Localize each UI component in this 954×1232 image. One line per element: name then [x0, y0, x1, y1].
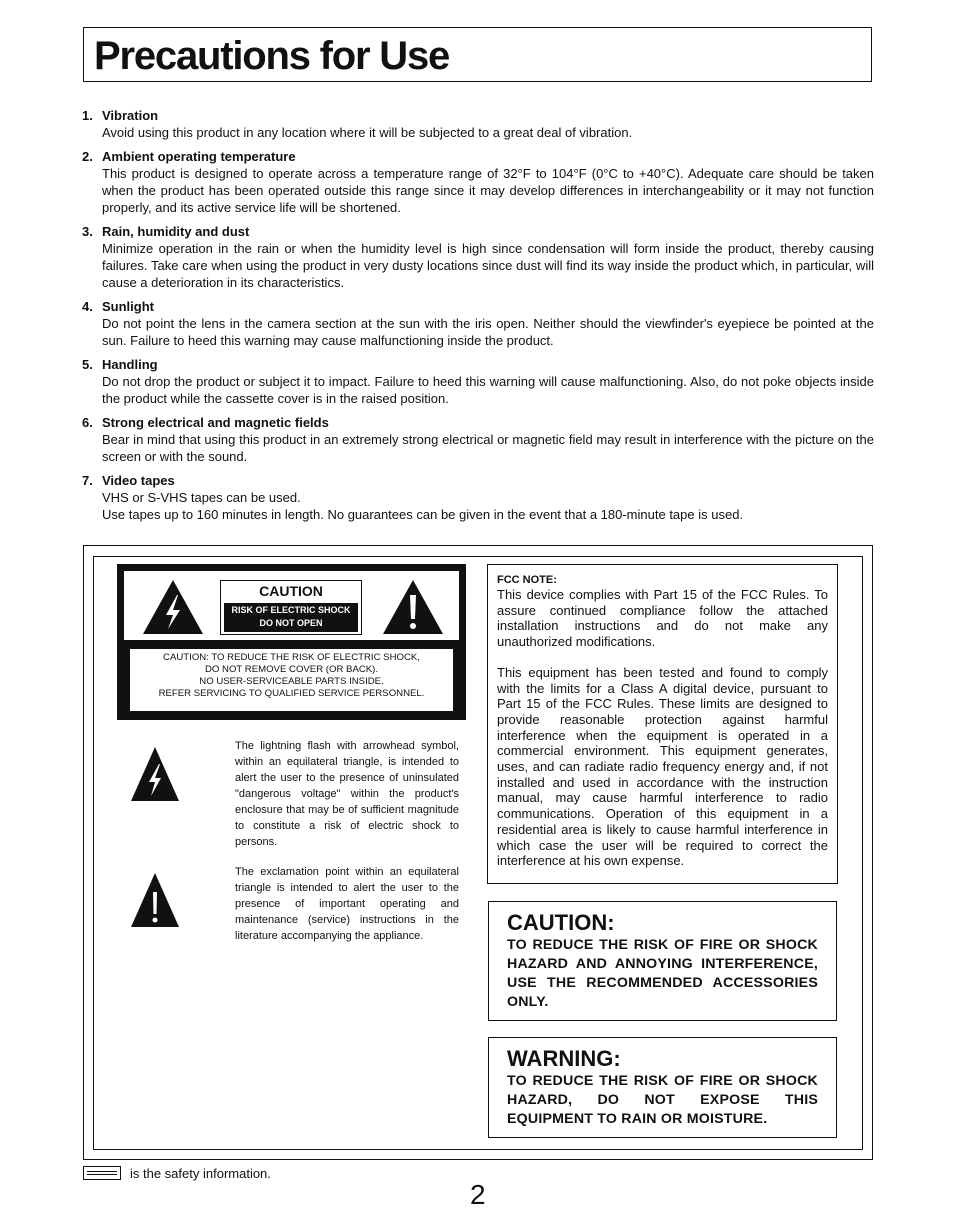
fcc-title: FCC NOTE:	[497, 574, 557, 586]
caution-label	[117, 564, 466, 720]
item-body: Do not point the lens in the camera section at the sun with the iris open. Neither should the viewfinder's eyepiece be pointed at the sun. Failure to heed this warning may cause malfunctioning inside the product.	[102, 316, 874, 348]
caution-text: TO REDUCE THE RISK OF FIRE OR SHOCK HAZARD AND ANNOYING INTERFERENCE, USE THE RECOMMENDED ACCESSORIES ONLY.	[507, 937, 818, 1010]
caution-label-heading: CAUTION	[259, 583, 323, 599]
item-number: 5.	[82, 357, 93, 372]
item-number: 6.	[82, 415, 93, 430]
warning-box	[488, 1037, 837, 1138]
item-number: 7.	[82, 473, 93, 488]
lightning-triangle-icon	[130, 746, 180, 802]
item-body: Minimize operation in the rain or when the humidity level is high since condensation will form inside the product, thereby causing failures. Take care when using the product in very dusty locations since dust will find its way inside the product which, in particular, will cause a deterioration in its characteristics.	[102, 241, 874, 290]
precautions-list	[82, 107, 874, 530]
band-line: RISK OF ELECTRIC SHOCK	[231, 605, 351, 615]
footer-text: is the safety information.	[130, 1166, 271, 1181]
item-number: 2.	[82, 149, 93, 164]
title-box	[83, 27, 872, 82]
exclamation-symbol-text: The exclamation point within an equilateral triangle is intended to alert the user to the presence of important operating and maintenance (service) instructions in the literature accompanying the appliance.	[235, 866, 459, 942]
fcc-paragraph: This device complies with Part 15 of the FCC Rules. To assure continued compliance follow the attached installation instructions and do not make any unauthorized modifications.	[497, 587, 828, 650]
page-title: Precautions for Use	[94, 34, 450, 78]
page-number: 2	[470, 1179, 486, 1210]
fcc-note-box	[487, 564, 838, 884]
lightning-triangle-icon	[142, 579, 204, 635]
precaution-item	[82, 414, 874, 465]
caution-label-band	[224, 603, 358, 632]
exclamation-triangle-icon	[130, 872, 180, 928]
item-body: Do not drop the product or subject it to impact. Failure to heed this warning will cause malfunctioning. Also, do not poke objects inside the product while the cassette cover is in the raised position.	[102, 374, 874, 406]
warning-text: TO REDUCE THE RISK OF FIRE OR SHOCK HAZARD, DO NOT EXPOSE THIS EQUIPMENT TO RAIN OR MOISTURE.	[507, 1073, 818, 1127]
precaution-item	[82, 472, 874, 523]
item-title: Video tapes	[102, 473, 175, 488]
precaution-item	[82, 107, 874, 141]
caution-box	[488, 901, 837, 1021]
caution-label-center	[220, 580, 362, 635]
lightning-symbol-text: The lightning flash with arrowhead symbol, within an equilateral triangle, is intended to alert the user to the presence of uninsulated "dangerous voltage" within the product's enclosure that may be of sufficient magnitude to constitute a risk of electric shock to persons.	[235, 740, 459, 848]
caution-label-text	[130, 649, 453, 711]
precaution-item	[82, 148, 874, 216]
caution-line: CAUTION: TO REDUCE THE RISK OF ELECTRIC SHOCK,	[163, 652, 420, 663]
item-number: 1.	[82, 108, 93, 123]
caution-line: DO NOT REMOVE COVER (OR BACK).	[204, 664, 379, 675]
item-number: 3.	[82, 224, 93, 239]
item-title: Rain, humidity and dust	[102, 224, 250, 239]
caution-label-top	[124, 571, 459, 640]
item-body: VHS or S-VHS tapes can be used.	[102, 490, 301, 505]
caution-heading: CAUTION:	[507, 910, 615, 935]
caution-line: REFER SERVICING TO QUALIFIED SERVICE PERSONNEL.	[158, 688, 425, 699]
item-title: Handling	[102, 357, 158, 372]
item-body: Use tapes up to 160 minutes in length. No guarantees can be given in the event that a 180-minute tape is used.	[102, 507, 744, 522]
item-title: Ambient operating temperature	[102, 149, 296, 164]
item-title: Strong electrical and magnetic fields	[102, 415, 329, 430]
exclamation-triangle-icon	[382, 579, 444, 635]
precaution-item	[82, 356, 874, 407]
precaution-item	[82, 223, 874, 291]
item-title: Vibration	[102, 108, 159, 123]
safety-info-icon	[83, 1166, 121, 1180]
item-body: Avoid using this product in any location where it will be subjected to a great deal of vibration.	[102, 125, 633, 140]
band-line: DO NOT OPEN	[259, 618, 323, 628]
item-title: Sunlight	[102, 299, 154, 314]
item-number: 4.	[82, 299, 93, 314]
warning-heading: WARNING:	[507, 1046, 621, 1071]
caution-line: NO USER-SERVICEABLE PARTS INSIDE.	[199, 676, 384, 687]
precaution-item	[82, 298, 874, 349]
item-body: Bear in mind that using this product in an extremely strong electrical or magnetic field may result in interference with the picture on the screen or with the sound.	[102, 432, 874, 464]
fcc-paragraph: This equipment has been tested and found to comply with the limits for a Class A digital device, pursuant to Part 15 of the FCC Rules. These limits are designed to provide reasonable protection against harmful interference when the equipment is operated in a commercial environment. This equipment generates, uses, and can radiate radio frequency energy and, if not installed and used in accordance with the instruction manual, may cause harmful interference to radio communications. Operation of this equipment in a residential area is likely to cause harmful interference in which case the user will be required to correct the interference at his own expense.	[497, 664, 828, 869]
item-body: This product is designed to operate across a temperature range of 32°F to 104°F (0°C to +40°C). Adequate care should be taken when the product has been operated outside this range since it may develop differences in interchangeability or it may not function properly, and its active service life will be shortened.	[102, 166, 874, 215]
